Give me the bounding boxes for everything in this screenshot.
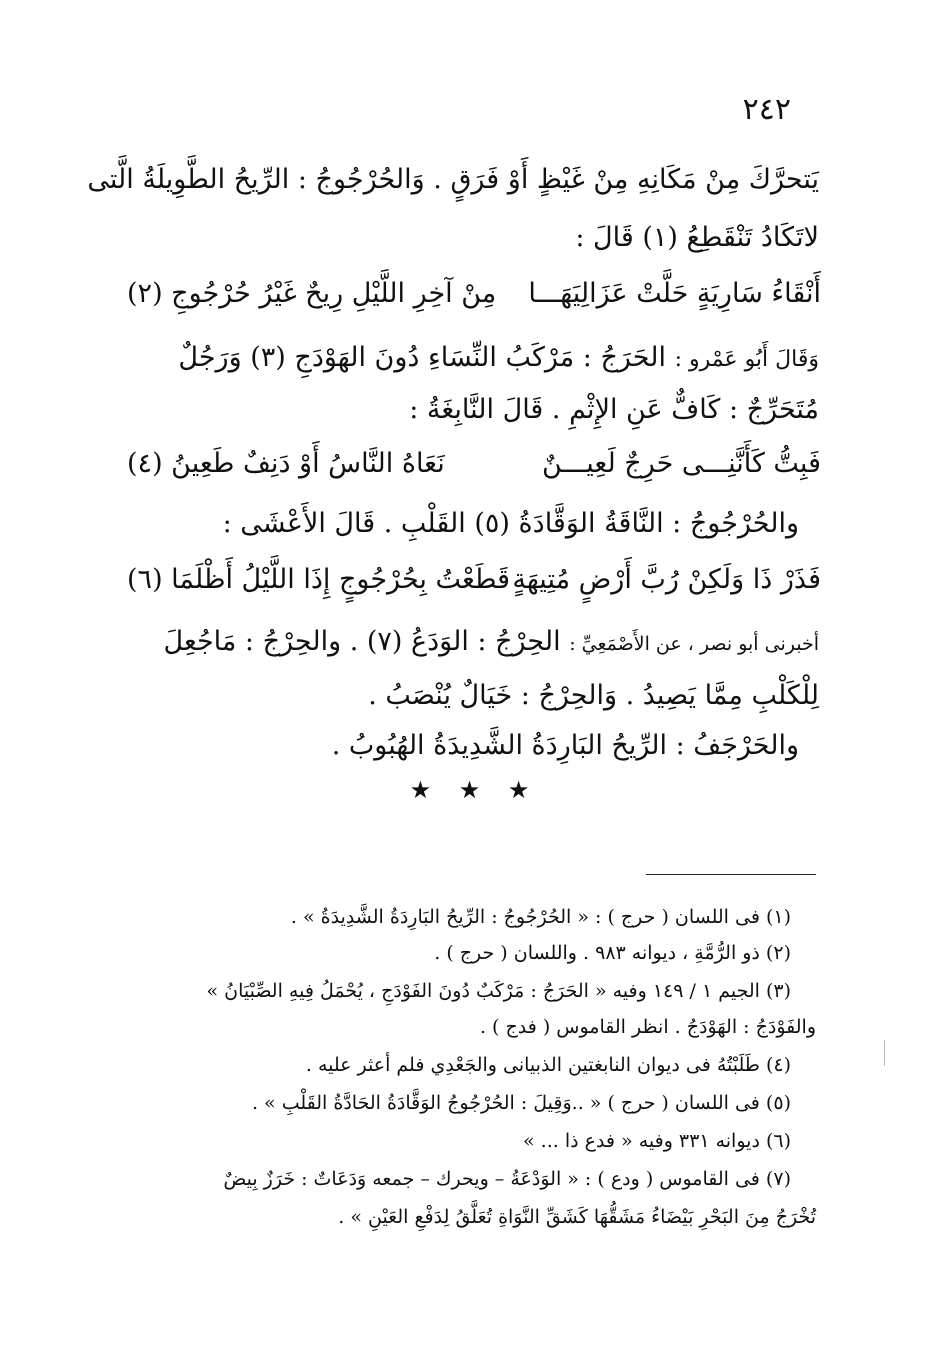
- footnote-rule: [646, 874, 816, 875]
- body-line-7: لِلْكَلْبِ مِمَّا يَصِيدُ . وَالحِرْجُ : خَيَالٌ يُنْصَبُ .: [368, 680, 819, 711]
- body-line-6: [129, 622, 819, 664]
- margin-mark: [884, 1040, 885, 1066]
- verse-1: [127, 272, 821, 316]
- body-line-3: [129, 338, 819, 380]
- verse-2: [127, 442, 821, 486]
- verse-2-second-hemistich: نَعَاهُ النَّاسُ أَوْ دَنِفٌ طَعِينُ (٤): [127, 448, 445, 479]
- footnote-5: (٥) فى اللسان ( حرج ) « ..وَقِيلَ : الحُرْجُوجُ الوَقَّادَةُ الحَادَّةُ القَلْبِ » .: [251, 1092, 791, 1114]
- verse-3-first-hemistich: فَذَرْ ذَا وَلَكِنْ رُبَّ أَرْضٍ مُتِيهَةٍ: [512, 564, 821, 595]
- footnote-7-continued: تُخْرَجُ مِنَ البَحْرِ بَيْضَاءُ مَشَقُّهَا كَشَقِّ النَّوَاةِ تُعَلَّقُ لِدَفْعِ العَيْنِ » .: [338, 1206, 816, 1228]
- footnote-3-continued: والفَوْدَجُ : الهَوْدَجُ . انظر القاموس ( فدج ) .: [479, 1016, 816, 1038]
- body-line-6-prefix: أخبرنى أبو نصر ، عن الأَصْمَعِيِّ :: [569, 633, 819, 655]
- body-line-3-text: الحَرَجُ : مَرْكَبُ النِّسَاءِ دُونَ الهَوْدَجِ (٣) وَرَجُلٌ: [178, 342, 666, 373]
- verse-3: [127, 558, 821, 602]
- body-line-2: لاتَكَادُ تَنْقَطِعُ (١) قَالَ :: [575, 222, 819, 253]
- verse-2-first-hemistich: فَبِتُّ كَأَنَّنِـــى حَرِجٌ لَعِيـــنٌ: [542, 448, 821, 479]
- footnote-2: (٢) ذو الرُّمَّةِ ، ديوانه ٩٨٣ . واللسان ( حرج ) .: [434, 942, 791, 964]
- body-line-1: يَتحرَّكَ مِنْ مَكَانِهِ مِنْ غَيْظٍ أَوْ فَرَقٍ . وَالحُرْجُوجُ : الرِّيحُ الطَّوِيلَةُ الَّتى: [87, 164, 819, 195]
- verse-1-first-hemistich: أَنْقَاءُ سَارِيَةٍ حَلَّتْ عَزَالِيَهَـــا: [528, 278, 821, 309]
- body-line-3-prefix: وَقَالَ أَبُو عَمْرو :: [674, 347, 819, 372]
- footnote-3: (٣) الجيم ١ / ١٤٩ وفيه « الحَرَجُ : مَرْكَبٌ دُونَ الفَوْدَجِ ، يُحْمَلُ فِيهِ الصِّبْيَانُ »: [206, 980, 791, 1002]
- footnote-4: (٤) طَلَبْتُهُ فى ديوان النابغتين الذبيانى والجَعْدِي فلم أعثر عليه .: [305, 1054, 791, 1076]
- body-line-5: والحُرْجُوجُ : النَّاقَةُ الوَقَّادَةُ (٥) القَلْبِ . قَالَ الأَعْشَى :: [222, 508, 799, 539]
- footnote-7: (٧) فى القاموس ( ودع ) : « الوَدْعَةُ – ويحرك – جمعه وَدَعَاتٌ : خَرَزٌ بِيضٌ: [223, 1168, 791, 1190]
- footnote-1: (١) فى اللسان ( حرج ) : « الحُرْجُوجُ : الرِّيحُ البَارِدَةُ الشَّدِيدَةُ » .: [290, 906, 791, 928]
- section-separator-stars: ★ ★ ★: [409, 776, 540, 804]
- page-number: ٢٤٢: [742, 92, 791, 127]
- verse-1-second-hemistich: مِنْ آخِرِ اللَّيْلِ رِيحٌ غَيْرُ حُرْجُوجِ (٢): [127, 278, 497, 309]
- body-line-6-text: الحِرْجُ : الوَدَعُ (٧) . والحِرْجُ : مَاجُعِلَ: [163, 626, 561, 657]
- body-line-4: مُتَحَرِّجٌ : كَافٌّ عَنِ الإِثْمِ . قَالَ النَّابِغَةُ :: [409, 394, 819, 425]
- body-line-8: والحَرْجَفُ : الرِّيحُ البَارِدَةُ الشَّدِيدَةُ الهُبُوبُ .: [331, 730, 799, 761]
- footnote-6: (٦) ديوانه ٣٣١ وفيه « فدع ذا ... »: [523, 1130, 791, 1152]
- verse-3-second-hemistich: قَطَعْتُ بِحُرْجُوجٍ إِذَا اللَّيْلُ أَظْلَمَا (٦): [127, 564, 511, 595]
